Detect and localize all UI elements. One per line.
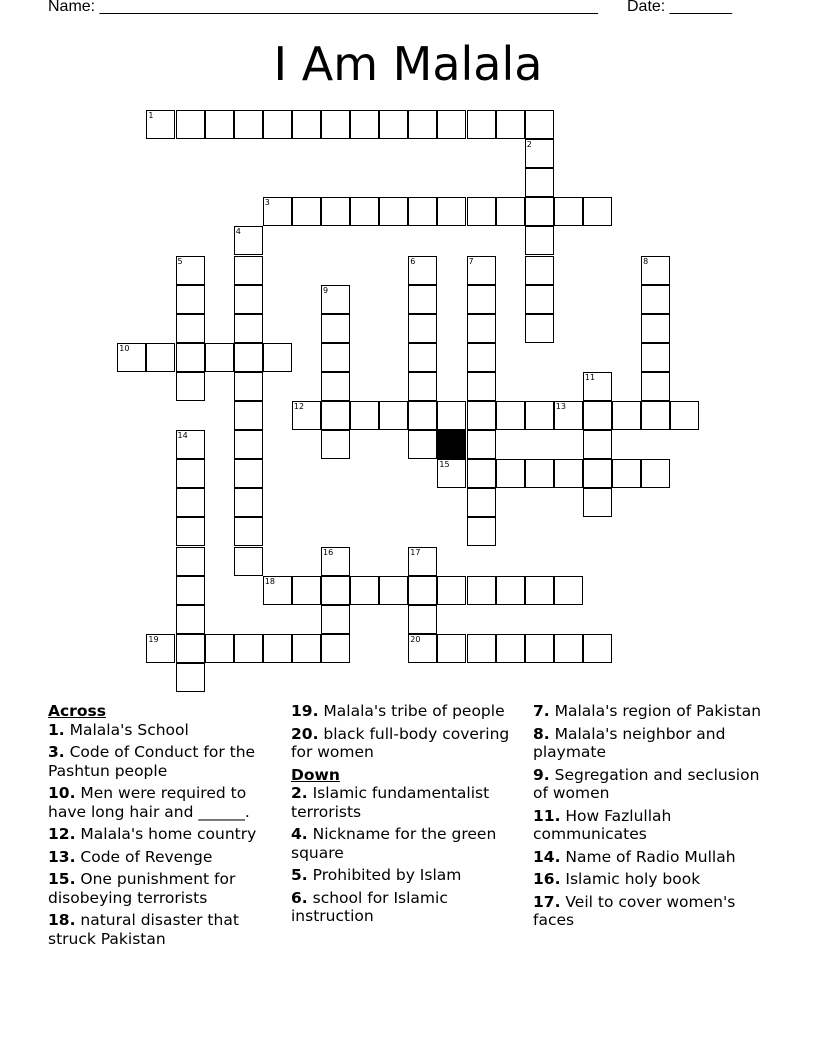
grid-cell[interactable] (437, 576, 466, 605)
black-cell (437, 430, 466, 459)
clue-number: 10 (119, 343, 130, 353)
grid-cell[interactable] (467, 256, 496, 285)
grid-cell[interactable] (583, 401, 612, 430)
clue-text: black full-body covering for women (291, 724, 510, 761)
grid-cell[interactable] (408, 605, 437, 634)
clue-text: Islamic fundamentalist terrorists (291, 784, 490, 821)
clue-text: Malala's neighbor and playmate (533, 724, 726, 761)
clue-number-label: 20. (291, 724, 319, 743)
grid-cell[interactable] (525, 256, 554, 285)
clue-17 (533, 893, 773, 930)
grid-cell[interactable] (525, 139, 554, 168)
clue-number: 9 (323, 285, 329, 295)
clue-number-label: 5. (291, 866, 308, 884)
clue-number-label: 17. (533, 892, 561, 911)
grid-cell[interactable] (496, 634, 525, 663)
grid-cell[interactable] (467, 372, 496, 401)
clue-1 (48, 721, 288, 740)
clue-11 (533, 807, 773, 844)
grid-cell[interactable] (554, 197, 583, 226)
grid-cell[interactable] (292, 576, 321, 605)
grid-cell[interactable] (176, 488, 205, 517)
clue-number: 2 (526, 140, 532, 150)
grid-cell[interactable] (234, 430, 263, 459)
grid-cell[interactable] (408, 634, 437, 663)
clue-number: 6 (410, 256, 416, 266)
clue-number: 15 (439, 460, 450, 470)
grid-cell[interactable] (350, 401, 379, 430)
grid-cell[interactable] (408, 110, 437, 139)
grid-cell[interactable] (408, 256, 437, 285)
clue-text: Malala's home country (75, 825, 257, 843)
clue-number: 12 (293, 402, 305, 411)
grid-cell[interactable] (525, 226, 554, 255)
clue-number-label: 13. (48, 847, 76, 866)
clue-12 (48, 825, 288, 844)
grid-cell[interactable] (321, 372, 350, 401)
grid-cell[interactable] (146, 110, 175, 139)
grid-cell[interactable] (234, 372, 263, 401)
grid-cell[interactable] (641, 285, 670, 314)
grid-cell[interactable] (292, 197, 321, 226)
grid-cell[interactable] (467, 576, 496, 605)
grid-cell[interactable] (292, 634, 321, 663)
grid-cell[interactable] (583, 459, 612, 488)
grid-cell[interactable] (205, 634, 234, 663)
name-label: Name: (48, 0, 96, 15)
grid-cell[interactable] (321, 343, 350, 372)
grid-cell[interactable] (321, 314, 350, 343)
clue-9 (533, 766, 773, 803)
grid-cell[interactable] (496, 401, 525, 430)
clue-15 (48, 870, 288, 907)
grid-cell[interactable] (350, 197, 379, 226)
grid-cell[interactable] (554, 576, 583, 605)
clue-number: 18 (264, 576, 275, 586)
grid-cell[interactable] (234, 256, 263, 285)
grid-cell[interactable] (234, 634, 263, 663)
grid-cell[interactable] (525, 110, 554, 139)
grid-cell[interactable] (496, 576, 525, 605)
clue-number-label: 2. (291, 784, 308, 802)
grid-cell[interactable] (379, 110, 408, 139)
clue-3 (48, 743, 288, 780)
grid-cell[interactable] (263, 343, 292, 372)
grid-cell[interactable] (321, 576, 350, 605)
clue-text: Malala's School (64, 720, 189, 739)
grid-cell[interactable] (234, 343, 263, 372)
grid-cell[interactable] (583, 488, 612, 517)
grid-cell[interactable] (408, 401, 437, 430)
grid-cell[interactable] (641, 401, 670, 430)
clue-20 (291, 725, 531, 762)
grid-cell[interactable] (408, 314, 437, 343)
grid-cell[interactable] (554, 459, 583, 488)
clue-number-label: 12. (48, 825, 76, 843)
clue-number-label: 8. (533, 724, 550, 743)
grid-cell[interactable] (496, 459, 525, 488)
clue-number-label: 11. (533, 806, 561, 825)
clue-number-label: 10. (48, 784, 76, 802)
grid-cell[interactable] (379, 576, 408, 605)
grid-cell[interactable] (612, 459, 641, 488)
clue-number: 19 (148, 634, 159, 644)
clue-text: Malala's region of Pakistan (549, 702, 762, 720)
grid-cell[interactable] (176, 517, 205, 546)
grid-cell[interactable] (525, 168, 554, 197)
grid-cell[interactable] (408, 285, 437, 314)
grid-cell[interactable] (321, 110, 350, 139)
clue-19 (291, 702, 531, 721)
grid-cell[interactable] (321, 401, 350, 430)
clue-text: Segregation and seclusion of women (533, 765, 760, 802)
clue-number: 4 (235, 227, 241, 237)
grid-cell[interactable] (292, 110, 321, 139)
clue-number: 13 (555, 402, 566, 411)
grid-cell[interactable] (641, 256, 670, 285)
clue-7 (533, 702, 773, 721)
grid-cell[interactable] (641, 343, 670, 372)
grid-cell[interactable] (408, 547, 437, 576)
grid-cell[interactable] (437, 197, 466, 226)
clue-18 (48, 911, 288, 948)
grid-cell[interactable] (350, 576, 379, 605)
grid-cell[interactable] (176, 547, 205, 576)
grid-cell[interactable] (408, 430, 437, 459)
clue-text: Malala's tribe of people (318, 702, 505, 720)
grid-cell[interactable] (234, 459, 263, 488)
grid-cell[interactable] (554, 401, 583, 430)
clue-14 (533, 848, 773, 867)
clue-2 (291, 784, 531, 821)
grid-cell[interactable] (234, 488, 263, 517)
clue-number-label: 18. (48, 911, 76, 929)
clue-text: natural disaster that struck Pakistan (48, 911, 239, 948)
grid-cell[interactable] (467, 110, 496, 139)
grid-cell[interactable] (146, 343, 175, 372)
grid-cell[interactable] (321, 547, 350, 576)
grid-cell[interactable] (234, 226, 263, 255)
grid-cell[interactable] (554, 634, 583, 663)
grid-cell[interactable] (176, 314, 205, 343)
clue-number: 1 (148, 111, 154, 120)
grid-cell[interactable] (525, 576, 554, 605)
grid-cell[interactable] (146, 634, 175, 663)
across-heading: Across (48, 702, 106, 720)
grid-cell[interactable] (612, 401, 641, 430)
clue-number: 17 (410, 547, 421, 557)
clue-text: Name of Radio Mullah (560, 847, 736, 866)
clue-text: Nickname for the green square (291, 825, 497, 862)
clue-number-label: 6. (291, 888, 308, 907)
grid-cell[interactable] (525, 197, 554, 226)
grid-cell[interactable] (321, 197, 350, 226)
grid-cell[interactable] (408, 197, 437, 226)
clue-text: Veil to cover women's faces (533, 892, 736, 929)
grid-cell[interactable] (467, 343, 496, 372)
grid-cell[interactable] (205, 110, 234, 139)
clue-number-label: 4. (291, 825, 308, 843)
grid-cell[interactable] (437, 110, 466, 139)
grid-cell[interactable] (321, 285, 350, 314)
date-label: Date: (627, 0, 666, 15)
grid-cell[interactable] (467, 634, 496, 663)
grid-cell[interactable] (292, 401, 321, 430)
grid-cell[interactable] (467, 488, 496, 517)
grid-cell[interactable] (408, 343, 437, 372)
grid-cell[interactable] (467, 285, 496, 314)
grid-cell[interactable] (467, 197, 496, 226)
clue-number-label: 9. (533, 765, 550, 784)
grid-cell[interactable] (379, 401, 408, 430)
grid-cell[interactable] (321, 605, 350, 634)
clue-text: Code of Revenge (75, 847, 213, 866)
clue-text: Prohibited by Islam (307, 866, 462, 884)
clue-number-label: 14. (533, 847, 561, 866)
grid-cell[interactable] (525, 634, 554, 663)
grid-cell[interactable] (321, 634, 350, 663)
clue-number: 16 (323, 547, 334, 557)
grid-cell[interactable] (176, 256, 205, 285)
grid-cell[interactable] (467, 430, 496, 459)
clue-8 (533, 725, 773, 762)
grid-cell[interactable] (234, 314, 263, 343)
grid-cell[interactable] (176, 605, 205, 634)
grid-cell[interactable] (525, 314, 554, 343)
grid-cell[interactable] (467, 459, 496, 488)
grid-cell[interactable] (437, 459, 466, 488)
grid-cell[interactable] (583, 372, 612, 401)
clue-6 (291, 889, 531, 926)
clue-4 (291, 825, 531, 862)
name-blank[interactable]: ________________________________________________________ (99, 0, 598, 15)
grid-cell[interactable] (176, 430, 205, 459)
clue-13 (48, 848, 288, 867)
grid-cell[interactable] (263, 110, 292, 139)
grid-cell[interactable] (583, 634, 612, 663)
grid-cell[interactable] (350, 110, 379, 139)
clue-text: school for Islamic instruction (291, 888, 448, 925)
grid-cell[interactable] (234, 110, 263, 139)
clue-number-label: 15. (48, 870, 76, 888)
grid-cell[interactable] (408, 576, 437, 605)
clue-16 (533, 870, 773, 889)
grid-cell[interactable] (583, 197, 612, 226)
clue-number-label: 3. (48, 743, 65, 761)
grid-cell[interactable] (263, 634, 292, 663)
clue-number: 8 (643, 256, 649, 266)
clue-text: One punishment for disobeying terrorists (48, 870, 236, 907)
grid-cell[interactable] (408, 372, 437, 401)
grid-cell[interactable] (525, 401, 554, 430)
grid-cell[interactable] (205, 343, 234, 372)
grid-cell[interactable] (176, 343, 205, 372)
grid-cell[interactable] (641, 459, 670, 488)
clue-column-3 (533, 702, 773, 934)
grid-cell[interactable] (467, 401, 496, 430)
grid-cell[interactable] (176, 372, 205, 401)
clue-text: Men were required to have long hair and ______. (48, 784, 250, 821)
grid-cell[interactable] (583, 430, 612, 459)
grid-cell[interactable] (379, 197, 408, 226)
grid-cell[interactable] (176, 576, 205, 605)
clue-number-label: 1. (48, 720, 65, 739)
down-heading: Down (291, 765, 340, 784)
clue-text: Islamic holy book (560, 870, 701, 888)
grid-cell[interactable] (263, 197, 292, 226)
date-blank[interactable]: _______ (669, 0, 732, 15)
clue-number: 14 (177, 431, 188, 441)
grid-cell[interactable] (321, 430, 350, 459)
grid-cell[interactable] (670, 401, 699, 430)
grid-cell[interactable] (467, 517, 496, 546)
grid-cell[interactable] (525, 285, 554, 314)
clue-number-label: 16. (533, 870, 561, 888)
clue-10 (48, 784, 288, 821)
grid-cell[interactable] (176, 285, 205, 314)
grid-cell[interactable] (176, 110, 205, 139)
grid-cell[interactable] (641, 314, 670, 343)
page-title: I Am Malala (273, 37, 543, 91)
clue-number-label: 19. (291, 702, 319, 720)
grid-cell[interactable] (496, 197, 525, 226)
clue-5 (291, 866, 531, 885)
clue-number: 11 (584, 372, 596, 382)
clue-text: How Fazlullah communicates (533, 806, 672, 843)
clue-number-label: 7. (533, 702, 550, 720)
grid-cell[interactable] (641, 372, 670, 401)
clue-number: 20 (410, 634, 421, 644)
grid-cell[interactable] (176, 459, 205, 488)
grid-cell[interactable] (117, 343, 146, 372)
grid-cell[interactable] (234, 401, 263, 430)
clue-column-1 (48, 702, 288, 952)
grid-cell[interactable] (234, 285, 263, 314)
clue-number: 7 (468, 256, 474, 266)
grid-cell[interactable] (176, 663, 205, 692)
grid-cell[interactable] (263, 576, 292, 605)
clue-number: 3 (264, 198, 270, 208)
grid-cell[interactable] (467, 314, 496, 343)
grid-cell[interactable] (525, 459, 554, 488)
grid-cell[interactable] (437, 634, 466, 663)
grid-cell[interactable] (234, 517, 263, 546)
clue-text: Code of Conduct for the Pashtun people (48, 743, 256, 780)
clue-column-2 (291, 702, 531, 930)
grid-cell[interactable] (496, 110, 525, 139)
clue-number: 5 (177, 256, 183, 266)
grid-cell[interactable] (176, 634, 205, 663)
grid-cell[interactable] (437, 401, 466, 430)
grid-cell[interactable] (234, 547, 263, 576)
